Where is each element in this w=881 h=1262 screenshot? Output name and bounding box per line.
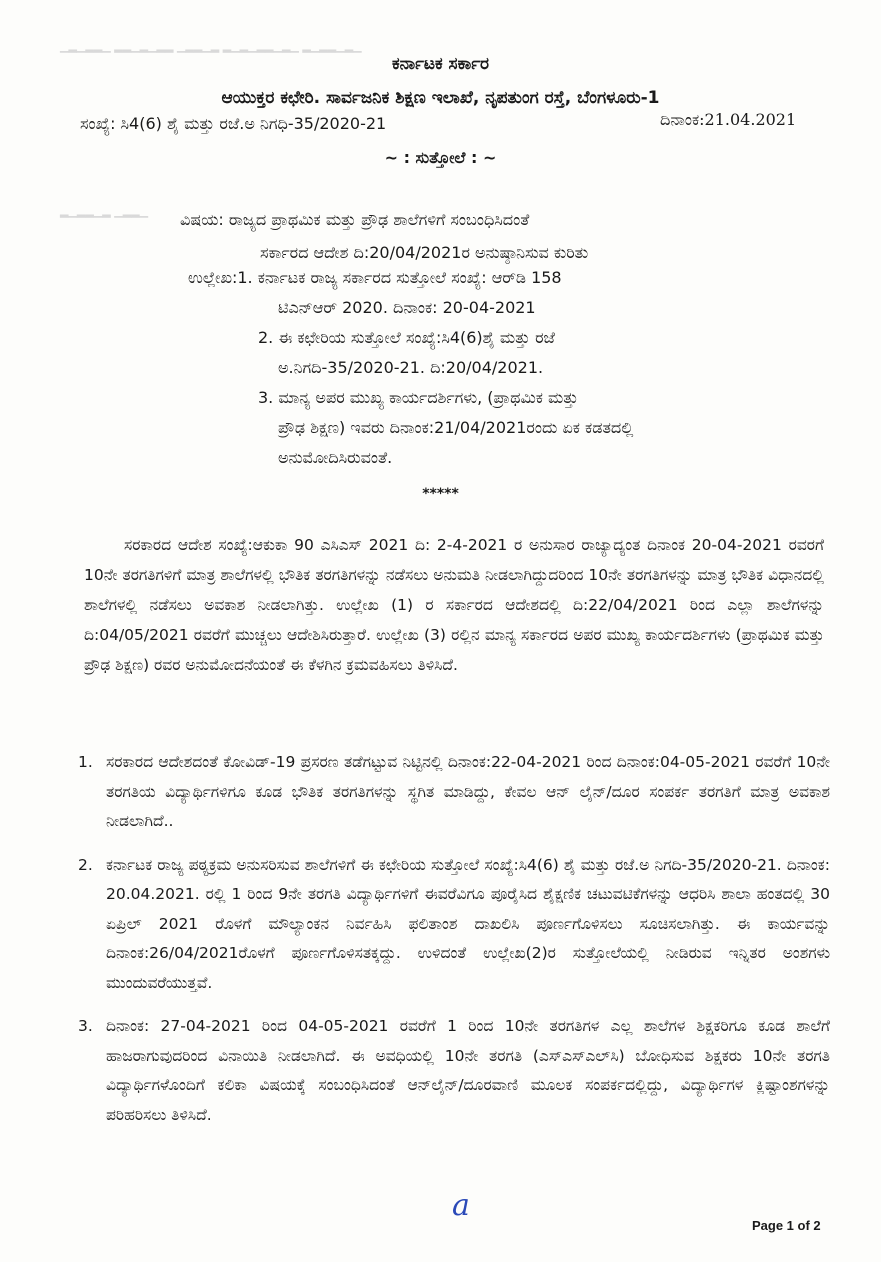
reference-line: ಅ.ನಿಗದಿ-35/2020-21. ದಿ:20/04/2021. xyxy=(278,358,544,377)
body-paragraph: ಸರಕಾರದ ಆದೇಶ ಸಂಖ್ಯೆ:ಆಕುಕಾ 90 ಎಸಿಎಸ್ 2021 ದಿ: 2-4-2021 ರ ಅನುಸಾರ ರಾಜ್ಯಾದ್ಯಂತ ದಿನಾಂಕ 20-04-2021 ರವರಗೆ 10ನೇ ತರಗತಿಗಳಿಗೆ ಮಾತ್ರ ಶಾಲೆಗಳಲ್ಲಿ ಭೌತಿಕ ತರಗತಿಗಳನ್ನು ನಡೆಸಲು ಅನುಮತಿ ನೀಡಲಾಗಿದ್ದುದರಿಂದ 10ನೇ ತರಗತಿಗಳನ್ನು ಮಾತ್ರ ಭೌತಿಕ ವಿಧಾನದಲ್ಲಿ ಶಾಲೆಗಳಲ್ಲಿ ನಡೆಸಲು ಅವಕಾಶ ನೀಡಲಾಗಿತ್ತು. ಉಲ್ಲೇಖ (1) ರ ಸರ್ಕಾರದ ಆದೇಶದಲ್ಲಿ ದಿ:22/04/2021 ರಿಂದ ಎಲ್ಲಾ ಶಾಲೆಗಳನ್ನು ದಿ:04/05/2021 ರವರೆಗೆ ಮುಚ್ಚಲು ಆದೇಶಿಸಿರುತ್ತಾರೆ. ಉಲ್ಲೇಖ (3) ರಲ್ಲಿನ ಮಾನ್ಯ ಸರ್ಕಾರದ ಅಪರ ಮುಖ್ಯ ಕಾರ್ಯದರ್ಶಿಗಳು (ಪ್ರಾಥಮಿಕ ಮತ್ತು ಪ್ರೌಢ ಶಿಕ್ಷಣ) ರವರ ಅನುಮೋದನೆಯಂತೆ ಈ ಕೆಳಗಿನ ಕ್ರಮವಹಿಸಲು ತಿಳಿಸಿದೆ. xyxy=(84,536,824,674)
references-block xyxy=(188,263,748,473)
subject-line: ವಿಷಯ: ರಾಜ್ಯದ ಪ್ರಾಥಮಿಕ ಮತ್ತು ಪ್ರೌಢ ಶಾಲೆಗಳಿಗೆ ಸಂಬಂಧಿಸಿದಂತೆ xyxy=(180,210,530,229)
item-number: 2. xyxy=(78,855,93,874)
document-date: ದಿನಾಂಕ:21.04.2021 xyxy=(660,110,797,129)
page-number: Page 1 of 2 xyxy=(752,1218,821,1233)
subject-block xyxy=(180,203,740,269)
item-text: ದಿನಾಂಕ: 27-04-2021 ರಿಂದ 04-05-2021 ರವರೆಗೆ 1 ರಿಂದ 10ನೇ ತರಗತಿಗಳ ಎಲ್ಲ ಶಾಲೆಗಳ ಶಿಕ್ಷಕರಿಗೂ ಕೂಡ ಶಾಲೆಗೆ ಹಾಜರಾಗುವುದರಿಂದ ವಿನಾಯಿತಿ ನೀಡಲಾಗಿದೆ. ಈ ಅವಧಿಯಲ್ಲಿ 10ನೇ ತರಗತಿ (ಎಸ್‌ಎಸ್‌ಎಲ್‌ಸಿ) ಬೋಧಿಸುವ ಶಿಕ್ಷಕರು 10ನೇ ತರಗತಿ ವಿದ್ಯಾರ್ಥಿಗಳೊಂದಿಗೆ ಕಲಿಕಾ ವಿಷಯಕ್ಕೆ ಸಂಬಂಧಿಸಿದಂತೆ ಆನ್‌ಲೈನ್/ದೂರವಾಣಿ ಮೂಲಕ ಸಂಪರ್ಕದಲ್ಲಿದ್ದು, ವಿದ್ಯಾರ್ಥಿಗಳ ಕ್ಲಿಷ್ಟಾಂಶಗಳನ್ನು ಪರಿಹರಿಸಲು ತಿಳಿಸಿದೆ. xyxy=(106,1017,830,1124)
separator: ***** xyxy=(422,486,459,502)
reference-line: ಅನುಮೋದಿಸಿರುವಂತೆ. xyxy=(278,448,393,467)
bleed-through-text: ▁▂▁▂▂▁ ▂▂▁▂▁▂▂ ▁▂▂▁▂ ▂▁▂▁▂▂▁▂▁ ▂▁▂▂▁▂▁ xyxy=(60,40,362,53)
document-type: ~ : ಸುತ್ತೋಲೆ : ~ xyxy=(384,148,497,167)
reference-line: ಉಲ್ಲೇಖ:1. ಕರ್ನಾಟಕ ರಾಜ್ಯ ಸರ್ಕಾರದ ಸುತ್ತೋಲೆ ಸಂಖ್ಯೆ: ಆರ್‌ಡಿ 158 xyxy=(188,268,562,287)
item-number: 3. xyxy=(78,1017,93,1035)
item-text: ಸರಕಾರದ ಆದೇಶದಂತೆ ಕೋವಿಡ್-19 ಪ್ರಸರಣ ತಡೆಗಟ್ಟುವ ನಿಟ್ಟಿನಲ್ಲಿ ದಿನಾಂಕ:22-04-2021 ರಿಂದ ದಿನಾಂಕ:04-05-2021 ರವರೆಗೆ 10ನೇ ತರಗತಿಯ ವಿದ್ಯಾರ್ಥಿಗಳಿಗೂ ಕೂಡ ಭೌತಿಕ ತರಗತಿಗಳನ್ನು ಸ್ಥಗಿತ ಮಾಡಿದ್ದು, ಕೇವಲ ಆನ್ ಲೈನ್/ದೂರ ಸಂಪರ್ಕ ತರಗತಿಗೆ ಮಾತ್ರ ಅವಕಾಶ ನೀಡಲಾಗಿದೆ.. xyxy=(106,753,830,830)
item-number: 1. xyxy=(78,753,93,771)
reference-line: ಟಿಎನ್‌ಆರ್ 2020. ದಿನಾಂಕ: 20-04-2021 xyxy=(278,298,536,317)
list-item xyxy=(78,748,830,837)
bleed-through-text: ▂▁▂▂▁▂ ▁▂▂▁ xyxy=(60,205,149,218)
reference-number: ಸಂಖ್ಯೆ: ಸಿ4(6) ಶೈ ಮತ್ತು ರಜೆ.ಅ ನಿಗಧಿ-35/2020-21 xyxy=(80,114,387,133)
subject-line: ಸರ್ಕಾರದ ಆದೇಶ ದಿ:20/04/2021ರ ಅನುಷ್ಠಾನಿಸುವ ಕುರಿತು xyxy=(260,243,589,262)
list-item xyxy=(78,851,830,999)
government-heading: ಕರ್ನಾಟಕ ಸರ್ಕಾರ xyxy=(391,54,490,74)
item-text: ಕರ್ನಾಟಕ ರಾಜ್ಯ ಪಠ್ಯಕ್ರಮ ಅನುಸರಿಸುವ ಶಾಲೆಗಳಿಗೆ ಈ ಕಛೇರಿಯ ಸುತ್ತೋಲೆ ಸಂಖ್ಯೆ:ಸಿ4(6) ಶೈ ಮತ್ತು ರಜೆ.ಅ ನಿಗದಿ-35/2020-21. ದಿನಾಂಕ: 20.04.2021. ರಲ್ಲಿ 1 ರಿಂದ 9ನೇ ತರಗತಿ ವಿದ್ಯಾರ್ಥಿಗಳಿಗೆ ಈವರೆವಿಗೂ ಪೂರೈಸಿದ ಶೈಕ್ಷಣಿಕ ಚಟುವಟಿಕೆಗಳನ್ನು ಆಧರಿಸಿ ಶಾಲಾ ಹಂತದಲ್ಲಿ 30 ಏಪ್ರಿಲ್ 2021 ರೊಳಗೆ ಮೌಲ್ಯಾಂಕನ ನಿರ್ವಹಿಸಿ ಫಲಿತಾಂಶ ದಾಖಲಿಸಿ ಪೂರ್ಣಗೊಳಿಸಲು ಸೂಚಿಸಲಾಗಿತ್ತು. ಈ ಕಾರ್ಯವನ್ನು ದಿನಾಂಕ:26/04/2021ರೊಳಗೆ ಪೂರ್ಣಗೊಳಿಸತಕ್ಕದ್ದು. ಉಳಿದಂತೆ ಉಲ್ಲೇಖ(2)ರ ಸುತ್ತೋಲೆಯಲ್ಲಿ ನೀಡಿರುವ ಇನ್ನಿತರ ಅಂಶಗಳು ಮುಂದುವರೆಯುತ್ತವೆ. xyxy=(106,855,830,992)
instruction-list xyxy=(78,748,830,1144)
reference-line: 2. ಈ ಕಛೇರಿಯ ಸುತ್ತೋಲೆ ಸಂಖ್ಯೆ:ಸಿ4(6)ಶೈ ಮತ್ತು ರಜೆ xyxy=(258,328,555,347)
office-heading: ಆಯುಕ್ತರ ಕಛೇರಿ. ಸಾರ್ವಜನಿಕ ಶಿಕ್ಷಣ ಇಲಾಖೆ, ನೃಪತುಂಗ ರಸ್ತೆ, ಬೆಂಗಳೂರು-1 xyxy=(221,88,660,108)
list-item xyxy=(78,1012,830,1130)
reference-line: ಪ್ರೌಢ ಶಿಕ್ಷಣ) ಇವರು ದಿನಾಂಕ:21/04/2021ರಂದು ಏಕ ಕಡತದಲ್ಲಿ xyxy=(278,418,634,437)
reference-line: 3. ಮಾನ್ಯ ಅಪರ ಮುಖ್ಯ ಕಾರ್ಯದರ್ಶಿಗಳು, (ಪ್ರಾಥಮಿಕ ಮತ್ತು xyxy=(258,388,579,407)
handwritten-initial: a xyxy=(452,1188,470,1223)
